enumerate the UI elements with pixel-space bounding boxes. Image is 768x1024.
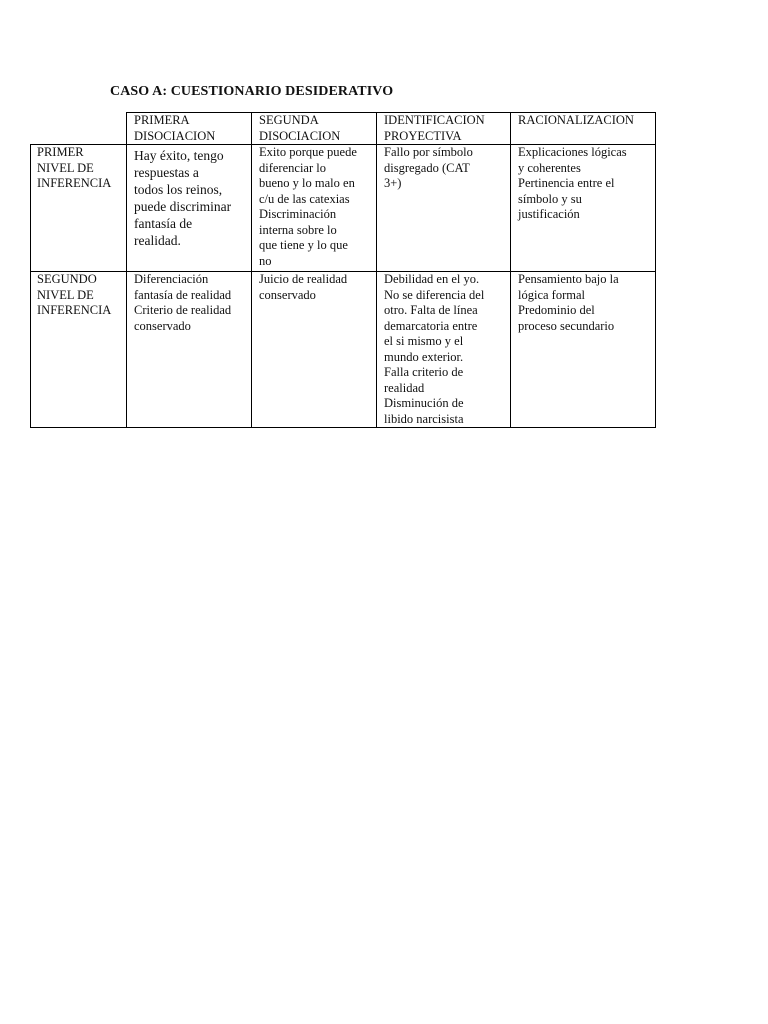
column-header-segunda-disociacion — [252, 113, 377, 145]
cell-text-line: otro. Falta de línea — [384, 303, 478, 317]
header-text-line: PRIMERA — [134, 113, 190, 127]
cell-text-line: respuestas a — [134, 165, 199, 180]
header-text-line: IDENTIFICACION — [384, 113, 485, 127]
cell-text-line: Discriminación — [259, 207, 337, 221]
cell-text-line: fantasía de — [134, 216, 193, 231]
cell-text-line: Fallo por símbolo — [384, 145, 473, 159]
cell-text-line: libido narcisista — [384, 411, 464, 426]
header-text-line: SEGUNDA — [259, 113, 319, 127]
cell-text-line: que tiene y lo que — [259, 238, 348, 252]
cell-text-line: justificación — [518, 207, 580, 221]
table-cell — [511, 145, 656, 272]
cell-text-line: Debilidad en el yo. — [384, 272, 480, 286]
cell-text-line: Hay éxito, tengo — [134, 148, 224, 163]
cell-text-line: Pertinencia entre el — [518, 176, 615, 190]
row-label-line: SEGUNDO — [37, 272, 97, 286]
column-header-racionalizacion — [511, 113, 656, 145]
cell-text-line: demarcatoria entre — [384, 318, 478, 333]
cell-text-line: realidad. — [134, 233, 181, 248]
table-cell — [127, 272, 252, 428]
cell-text-line: c/u de las catexias — [259, 191, 350, 206]
row-header-segundo-nivel — [31, 272, 127, 428]
table-row-primer-nivel — [31, 145, 656, 272]
cell-text-line: fantasía de realidad — [134, 287, 232, 302]
table-header-row — [31, 113, 656, 145]
empty-corner-cell — [31, 113, 127, 145]
column-header-primera-disociacion — [127, 113, 252, 145]
header-text-line: PROYECTIVA — [384, 128, 462, 143]
cell-text-line: Diferenciación — [134, 272, 209, 286]
cell-text-line: realidad — [384, 380, 425, 395]
cell-text-line: mundo exterior. — [384, 349, 464, 364]
cell-text-line: Juicio de realidad — [259, 272, 348, 286]
table-cell — [377, 272, 511, 428]
cell-text-line: bueno y lo malo en — [259, 176, 355, 190]
header-text-line: RACIONALIZACION — [518, 113, 634, 127]
cell-text-line: todos los reinos, — [134, 182, 223, 197]
cell-text-line: símbolo y su — [518, 191, 582, 206]
cell-text-line: puede discriminar — [134, 199, 232, 214]
row-label-line: NIVEL DE — [37, 287, 94, 302]
cell-text-line: Exito porque puede — [259, 145, 357, 159]
cell-text-line: conservado — [259, 287, 316, 302]
cell-text-line: el si mismo y el — [384, 334, 464, 348]
header-text-line: DISOCIACION — [134, 128, 216, 143]
cell-text-line: lógica formal — [518, 287, 585, 302]
cell-text-line: Criterio de realidad — [134, 303, 232, 317]
column-header-identificacion-proyectiva — [377, 113, 511, 145]
table-row-segundo-nivel — [31, 272, 656, 428]
row-label-line: INFERENCIA — [37, 176, 112, 190]
table-cell — [377, 145, 511, 272]
inference-table — [30, 112, 656, 428]
cell-text-line: conservado — [134, 318, 191, 333]
table-cell — [511, 272, 656, 428]
header-text-line: DISOCIACION — [259, 128, 341, 143]
cell-text-line: diferenciar lo — [259, 160, 326, 175]
page-title: CASO A: CUESTIONARIO DESIDERATIVO — [110, 84, 394, 99]
row-label-line: PRIMER — [37, 145, 84, 159]
cell-text-line: Pensamiento bajo la — [518, 272, 619, 286]
cell-text-line: Predominio del — [518, 303, 595, 317]
cell-text-line: Disminución de — [384, 396, 464, 410]
cell-text-line: proceso secundario — [518, 318, 615, 333]
table-cell — [127, 145, 252, 272]
cell-text-line: 3+) — [384, 176, 402, 190]
row-header-primer-nivel — [31, 145, 127, 272]
row-label-line: NIVEL DE — [37, 160, 94, 175]
cell-text-line: interna sobre lo — [259, 222, 337, 237]
cell-text-line: disgregado (CAT — [384, 160, 470, 175]
table-cell — [252, 145, 377, 272]
cell-text-line: No se diferencia del — [384, 287, 485, 302]
cell-text-line: Explicaciones lógicas — [518, 145, 627, 159]
cell-text-line: y coherentes — [518, 160, 581, 175]
table-cell — [252, 272, 377, 428]
row-label-line: INFERENCIA — [37, 303, 112, 317]
cell-text-line: Falla criterio de — [384, 365, 464, 379]
cell-text-line: no — [259, 253, 272, 268]
